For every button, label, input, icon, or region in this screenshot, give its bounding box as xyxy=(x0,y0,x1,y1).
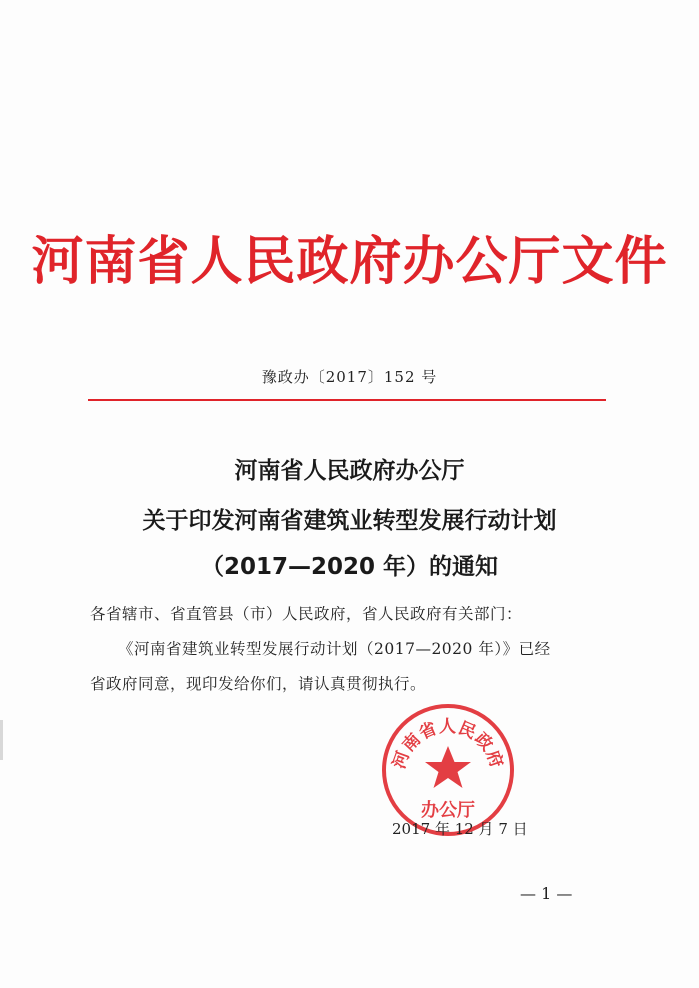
notice-title-line-1: 河南省人民政府办公厅 xyxy=(234,458,465,484)
body-paragraph-line-2: 省政府同意，现印发给你们，请认真贯彻执行。 xyxy=(90,675,427,693)
notice-title-line-3: （2017—2020 年）的通知 xyxy=(200,554,499,580)
issue-date: 2017 年 12 月 7 日 xyxy=(392,820,528,838)
page-number: — 1 — xyxy=(520,884,573,903)
salutation: 各省辖市、省直管县（市）人民政府，省人民政府有关部门： xyxy=(90,605,523,623)
notice-title-line-2: 关于印发河南省建筑业转型发展行动计划 xyxy=(142,508,557,534)
document-number: 豫政办〔2017〕152 号 xyxy=(261,368,438,386)
letterhead-title: 河南省人民政府办公厅文件 xyxy=(31,232,668,292)
seal-top-text: 河南省人民政府 xyxy=(389,717,507,772)
star-icon xyxy=(425,746,471,788)
scan-edge-mark xyxy=(0,720,3,760)
seal-bottom-text: 办公厅 xyxy=(421,800,475,821)
body-paragraph-line-1: 《河南省建筑业转型发展行动计划（2017—2020 年）》已经 xyxy=(118,640,551,658)
red-divider-line xyxy=(88,399,606,401)
